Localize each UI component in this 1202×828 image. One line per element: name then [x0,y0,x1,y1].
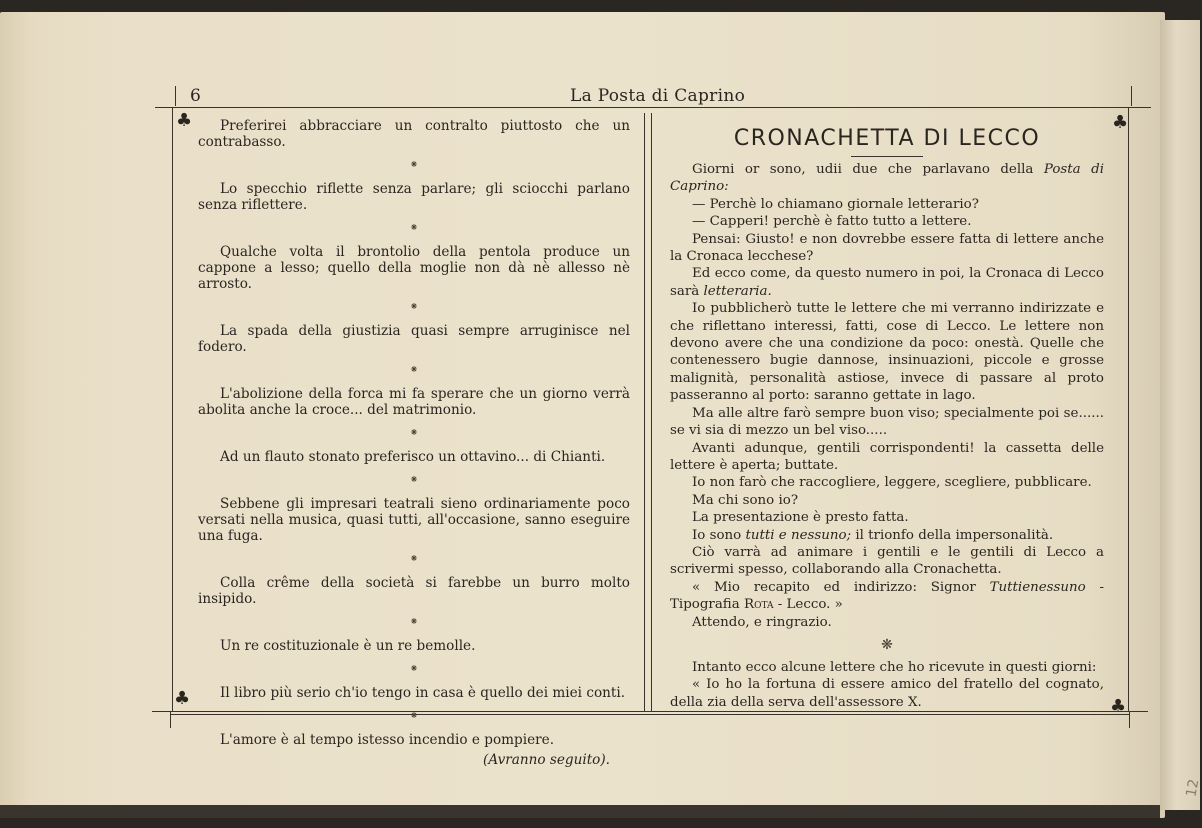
floral-separator-icon: ⁕ [409,221,419,234]
asterism-separator-icon: ❋ [881,636,893,653]
signature: (Avranno seguito). [483,752,610,768]
paragraph: Ma chi sono io? [692,492,799,508]
cronachetta-column [670,126,1104,711]
header-tick-right [1131,86,1132,106]
paragraph: Ed ecco come, da questo numero in poi, la Cronaca di Lecco sarà letteraria. [670,266,1104,299]
column-rule-left [644,113,645,711]
aphorism: Ad un flauto stonato preferisco un ottavino... di Chianti. [220,449,606,465]
paragraph: Io pubblicherò tutte le lettere che mi verranno indirizzate e che riflettano interessi, fatti, cose di Lecco. Le lettere non devono avere che una condizione da poco: onestà. Quelle che contenessero bugie dannose, insinuazioni, piccole e grosse malignità, personalità astiose, invece di passare al proto passeranno al porto: saranno gettate in lago. [670,301,1104,404]
floral-separator-icon: ⁕ [409,709,419,722]
floral-separator-icon: ⁕ [409,552,419,565]
aphorism: Un re costituzionale è un re bemolle. [220,638,476,654]
aphorism: Preferirei abbracciare un contralto piuttosto che un contrabasso. [198,118,630,150]
corner-ornament-icon: ♣ [1112,112,1129,133]
edge-page-mark: 12 [1183,777,1202,799]
page-edge [1160,20,1200,810]
aphorism: L'abolizione della forca mi fa sperare che un giorno verrà abolita anche la croce... del matrimonio. [198,386,630,418]
aphorism: La spada della giustizia quasi sempre arruginisce nel fodero. [198,323,630,355]
paragraph: Attendo, e ringrazio. [692,614,832,630]
paragraph: Intanto ecco alcune lettere che ho ricevute in questi giorni: [692,659,1097,675]
article-title: CRONACHETTA DI LECCO [733,126,1041,151]
footer-tick-right [1129,712,1130,728]
footer-tick-left [170,712,171,728]
paragraph: — Capperi! perchè è fatto tutto a lettere. [692,214,972,230]
paragraph: La presentazione è presto fatta. [692,510,909,526]
floral-separator-icon: ⁕ [409,426,419,439]
floral-separator-icon: ⁕ [409,300,419,313]
page-number: 6 [190,86,201,106]
paragraph: Avanti adunque, gentili corrispondenti! la cassetta delle lettere è aperta; buttate. [670,440,1104,473]
paragraph: Io sono tutti e nessuno; il trionfo della impersonalità. [692,527,1054,543]
paragraph: Giorni or sono, udii due che parlavano della Posta di Caprino: [670,162,1104,195]
floral-separator-icon: ⁕ [409,662,419,675]
aphorism: Il libro più serio ch'io tengo in casa è quello dei miei conti. [220,685,626,701]
floral-separator-icon: ⁕ [409,158,419,171]
frame-top-rule [155,107,1151,108]
paragraph: Ciò varrà ad animare i gentili e le gentili di Lecco a scrivermi spesso, collaborando alla Cronachetta. [670,544,1104,578]
aphorism: Qualche volta il brontolio della pentola produce un cappone a lesso; quello della moglie non dà nè allesso nè arrosto. [198,244,630,292]
paragraph: — Perchè lo chiamano giornale letterario? [692,196,979,212]
header-tick-left [175,86,176,106]
bottom-shadow [0,805,1160,818]
aphorism: Colla crême della società si farebbe un burro molto insipido. [198,575,630,607]
paragraph: Ma alle altre farò sempre buon viso; specialmente poi se...... se vi sia di mezzo un bel viso..... [670,405,1104,439]
corner-ornament-icon: ♣ [1110,696,1127,717]
running-title: La Posta di Caprino [570,86,746,106]
aphorism: L'amore è al tempo istesso incendio e pompiere. [220,732,555,748]
floral-separator-icon: ⁕ [409,473,419,486]
paragraph: « Io ho la fortuna di essere amico del fratello del cognato, della zia della serva dell'assessore X. [670,677,1104,710]
aphorisms-column [198,118,630,768]
corner-ornament-icon: ♣ [176,110,193,131]
corner-ornament-icon: ♣ [174,688,191,709]
aphorism: Lo specchio riflette senza parlare; gli sciocchi parlano senza riflettere. [198,181,630,213]
paragraph: Io non farò che raccogliere, leggere, scegliere, pubblicare. [692,475,1092,491]
paragraph: « Mio recapito ed indirizzo: Signor Tuttienessuno - Tipografia Rota - Lecco. » [670,579,1105,613]
paragraph: Pensai: Giusto! e non dovrebbe essere fatta di lettere anche la Cronaca lecchese? [670,231,1104,265]
floral-separator-icon: ⁕ [409,363,419,376]
column-rule-right [651,113,652,711]
frame-left-rule [172,108,173,711]
frame-right-rule [1128,108,1129,711]
title-underline [851,156,923,157]
aphorism: Sebbene gli impresari teatrali sieno ordinariamente poco versati nella musica, quasi tutti, all'occasione, sanno eseguire una fuga. [198,496,630,544]
floral-separator-icon: ⁕ [409,615,419,628]
